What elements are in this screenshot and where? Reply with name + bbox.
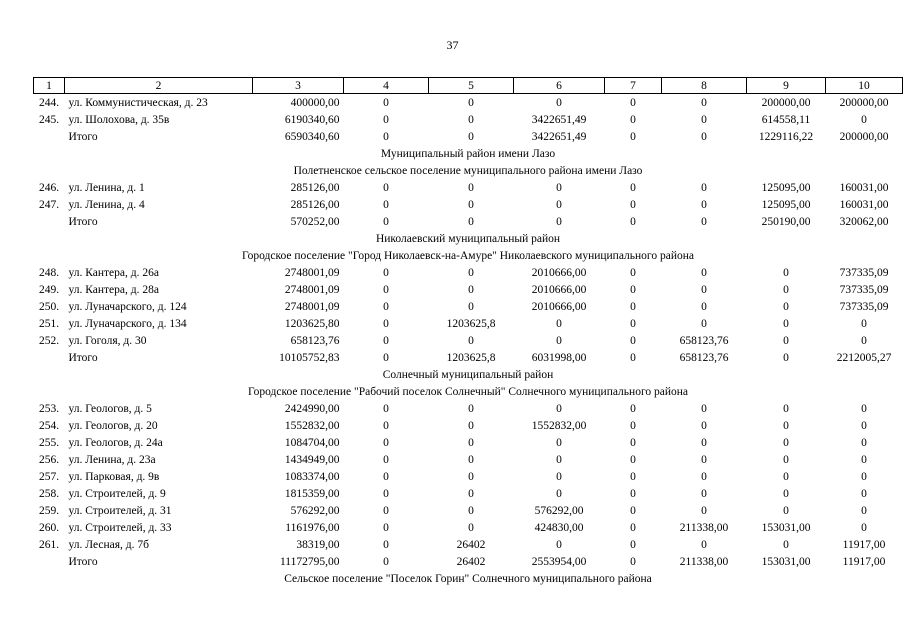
col-5: 26402 [456,555,486,568]
col-10: 160031,00 [839,181,889,194]
address: ул. Строителей, д. 33 [68,521,172,534]
section-heading: Николаевский муниципальный район [375,232,561,245]
table-row [34,468,903,485]
address: ул. Кантера, д. 28а [68,283,159,296]
total-cost: 1084704,00 [284,436,340,449]
col-7: 0 [630,555,636,568]
col-7: 0 [630,453,636,466]
col-10: 200000,00 [839,130,889,143]
col-7: 0 [630,113,636,126]
table-row [34,451,903,468]
column-header: 1 [34,78,65,94]
row-number: 254. [38,419,60,432]
col-9: 153031,00 [761,555,811,568]
table-row [34,485,903,502]
column-header: 5 [429,78,514,94]
col-7: 0 [630,470,636,483]
total-cost: 658123,76 [290,334,340,347]
address: ул. Гоголя, д. 30 [68,334,147,347]
col-7: 0 [630,419,636,432]
col-8: 0 [701,283,707,296]
total-cost: 400000,00 [290,96,340,109]
page-number: 37 [446,38,459,52]
col-4: 0 [383,504,389,517]
col-4: 0 [383,402,389,415]
col-8: 0 [701,198,707,211]
address: ул. Строителей, д. 9 [68,487,166,500]
col-9: 0 [783,487,789,500]
col-4: 0 [383,419,389,432]
row-number: 249. [38,283,60,296]
col-7: 0 [630,317,636,330]
row-number [34,553,65,570]
col-9: 0 [783,419,789,432]
col-10: 0 [861,402,867,415]
table-row [34,111,903,128]
col-6: 0 [556,317,562,330]
col-6: 3422651,49 [531,113,587,126]
col-8: 658123,76 [679,351,729,364]
total-cost: 11172795,00 [279,555,340,568]
col-7: 0 [630,215,636,228]
address: ул. Парковая, д. 9в [68,470,160,483]
table-row [34,434,903,451]
total-cost: 1552832,00 [284,419,340,432]
col-10: 0 [861,487,867,500]
col-6: 0 [556,436,562,449]
col-9: 0 [783,436,789,449]
table-row [34,417,903,434]
col-5: 26402 [456,538,486,551]
address: ул. Луначарского, д. 134 [68,317,187,330]
section-heading: Сельское поселение "Поселок Горин" Солнечного муниципального района [284,572,652,585]
col-7: 0 [630,181,636,194]
col-5: 0 [468,402,474,415]
col-9: 0 [783,334,789,347]
col-7: 0 [630,266,636,279]
col-9: 0 [783,300,789,313]
col-7: 0 [630,402,636,415]
col-10: 0 [861,317,867,330]
col-8: 0 [701,470,707,483]
table-row [34,179,903,196]
col-6: 0 [556,334,562,347]
col-9: 0 [783,266,789,279]
row-number: 250. [38,300,60,313]
total-cost: 2748001,09 [284,283,340,296]
column-header: 7 [605,78,662,94]
section-heading-row [34,230,903,247]
col-4: 0 [383,334,389,347]
col-5: 0 [468,487,474,500]
col-9: 153031,00 [761,521,811,534]
row-number [34,213,65,230]
col-7: 0 [630,300,636,313]
col-7: 0 [630,130,636,143]
col-6: 0 [556,198,562,211]
table-row [34,281,903,298]
table-row [34,264,903,281]
address: ул. Ленина, д. 4 [68,198,145,211]
total-cost: 1434949,00 [284,453,340,466]
row-number: 257. [38,470,60,483]
col-9: 125095,00 [761,198,811,211]
col-4: 0 [383,113,389,126]
col-10: 0 [861,453,867,466]
total-cost: 6190340,60 [284,113,340,126]
row-number: 252. [38,334,60,347]
total-cost: 1815359,00 [284,487,340,500]
table-row [34,94,903,112]
col-6: 0 [556,453,562,466]
col-8: 0 [701,419,707,432]
address: ул. Луначарского, д. 124 [68,300,187,313]
col-7: 0 [630,198,636,211]
row-number: 253. [38,402,60,415]
section-heading: Городское поселение "Рабочий поселок Солнечный" Солнечного муниципального района [247,385,689,398]
section-heading-row [34,162,903,179]
col-10: 0 [861,521,867,534]
total-cost: 1083374,00 [284,470,340,483]
section-heading: Солнечный муниципальный район [382,368,554,381]
col-6: 2010666,00 [531,283,587,296]
col-10: 320062,00 [839,215,889,228]
col-4: 0 [383,130,389,143]
table-row [34,332,903,349]
col-10: 2212005,27 [836,351,892,364]
column-header: 8 [662,78,747,94]
col-9: 0 [783,538,789,551]
row-number: 261. [38,538,60,551]
table-row [34,536,903,553]
col-4: 0 [383,317,389,330]
col-9: 0 [783,470,789,483]
col-7: 0 [630,334,636,347]
table-row [34,298,903,315]
col-4: 0 [383,283,389,296]
col-8: 0 [701,453,707,466]
total-cost: 38319,00 [296,538,340,551]
col-8: 0 [701,317,707,330]
col-10: 11917,00 [842,538,886,551]
row-number: 259. [38,504,60,517]
col-7: 0 [630,521,636,534]
col-6: 0 [556,96,562,109]
col-8: 0 [701,504,707,517]
col-5: 0 [468,181,474,194]
col-9: 0 [783,283,789,296]
col-7: 0 [630,436,636,449]
table-row [34,315,903,332]
col-10: 0 [861,504,867,517]
col-6: 0 [556,181,562,194]
col-8: 0 [701,436,707,449]
row-number: 247. [38,198,60,211]
col-10: 737335,09 [839,300,889,313]
col-7: 0 [630,283,636,296]
col-9: 1229116,22 [758,130,814,143]
row-number: 248. [38,266,60,279]
col-8: 0 [701,487,707,500]
col-6: 0 [556,538,562,551]
address: ул. Лесная, д. 7б [68,538,149,551]
total-cost: 2748001,09 [284,266,340,279]
section-heading: Муниципальный район имени Лазо [380,147,556,160]
col-4: 0 [383,436,389,449]
column-header: 4 [344,78,429,94]
section-heading-row [34,247,903,264]
column-header: 6 [514,78,605,94]
col-5: 0 [468,113,474,126]
total-cost: 6590340,60 [284,130,340,143]
address: ул. Ленина, д. 23а [68,453,156,466]
col-10: 0 [861,113,867,126]
address: ул. Геологов, д. 20 [68,419,158,432]
col-7: 0 [630,351,636,364]
total-cost: 2424990,00 [284,402,340,415]
col-7: 0 [630,504,636,517]
address: ул. Строителей, д. 31 [68,504,172,517]
col-9: 125095,00 [761,181,811,194]
total-cost: 10105752,83 [279,351,340,364]
col-10: 0 [861,334,867,347]
total-cost: 1203625,80 [284,317,340,330]
row-number: 246. [38,181,60,194]
section-heading-row [34,570,903,587]
col-5: 0 [468,419,474,432]
col-4: 0 [383,555,389,568]
address: ул. Ленина, д. 1 [68,181,145,194]
col-5: 1203625,8 [446,317,496,330]
section-heading: Полетненское сельское поселение муниципального района имени Лазо [293,164,643,177]
table-row [34,519,903,536]
col-4: 0 [383,215,389,228]
row-number: 256. [38,453,60,466]
col-9: 250190,00 [761,215,811,228]
col-7: 0 [630,538,636,551]
col-6: 2010666,00 [531,266,587,279]
col-4: 0 [383,300,389,313]
address: ул. Геологов, д. 5 [68,402,152,415]
row-number: 245. [38,113,60,126]
address: ул. Коммунистическая, д. 23 [68,96,208,109]
col-4: 0 [383,198,389,211]
col-4: 0 [383,470,389,483]
address: ул. Геологов, д. 24а [68,436,163,449]
column-header: 3 [253,78,344,94]
col-8: 658123,76 [679,334,729,347]
section-heading: Городское поселение "Город Николаевск-на-Амуре" Николаевского муниципального района [241,249,694,262]
col-6: 3422651,49 [531,130,587,143]
col-10: 737335,09 [839,283,889,296]
col-6: 2010666,00 [531,300,587,313]
col-6: 6031998,00 [531,351,587,364]
col-9: 0 [783,504,789,517]
col-5: 0 [468,504,474,517]
col-5: 0 [468,130,474,143]
col-7: 0 [630,96,636,109]
col-4: 0 [383,538,389,551]
col-9: 614558,11 [761,113,811,126]
total-cost: 570252,00 [290,215,340,228]
total-row [34,128,903,145]
col-10: 0 [861,419,867,432]
col-10: 0 [861,436,867,449]
column-header: 9 [747,78,826,94]
col-10: 737335,09 [839,266,889,279]
total-label: Итого [68,351,98,364]
col-6: 1552832,00 [531,419,587,432]
total-label: Итого [68,215,98,228]
table-row [34,400,903,417]
section-heading-row [34,383,903,400]
col-4: 0 [383,351,389,364]
col-8: 0 [701,96,707,109]
col-5: 1203625,8 [446,351,496,364]
col-5: 0 [468,300,474,313]
col-4: 0 [383,487,389,500]
col-6: 0 [556,487,562,500]
col-6: 2553954,00 [531,555,587,568]
total-row [34,213,903,230]
col-6: 424830,00 [534,521,584,534]
column-header: 10 [826,78,903,94]
col-9: 0 [783,402,789,415]
col-6: 0 [556,470,562,483]
column-header: 2 [65,78,253,94]
total-cost: 576292,00 [290,504,340,517]
col-6: 0 [556,402,562,415]
col-5: 0 [468,453,474,466]
col-5: 0 [468,215,474,228]
total-label: Итого [68,130,98,143]
row-number: 244. [38,96,60,109]
col-8: 0 [701,266,707,279]
col-8: 0 [701,113,707,126]
table-row [34,502,903,519]
col-4: 0 [383,266,389,279]
col-9: 200000,00 [761,96,811,109]
col-8: 0 [701,215,707,228]
total-cost: 285126,00 [290,198,340,211]
budget-table [33,77,903,587]
col-9: 0 [783,317,789,330]
table-row [34,196,903,213]
col-9: 0 [783,453,789,466]
col-6: 0 [556,215,562,228]
col-8: 0 [701,402,707,415]
table-header-row [34,78,903,94]
total-cost: 285126,00 [290,181,340,194]
col-10: 160031,00 [839,198,889,211]
col-10: 200000,00 [839,96,889,109]
col-5: 0 [468,266,474,279]
row-number [34,349,65,366]
col-4: 0 [383,96,389,109]
total-label: Итого [68,555,98,568]
col-4: 0 [383,521,389,534]
col-8: 0 [701,538,707,551]
col-8: 211338,00 [679,521,729,534]
address: ул. Кантера, д. 26а [68,266,159,279]
address: ул. Шолохова, д. 35в [68,113,170,126]
col-5: 0 [468,470,474,483]
row-number: 251. [38,317,60,330]
col-8: 211338,00 [679,555,729,568]
col-5: 0 [468,521,474,534]
col-5: 0 [468,198,474,211]
row-number: 255. [38,436,60,449]
col-4: 0 [383,181,389,194]
total-cost: 2748001,09 [284,300,340,313]
row-number: 258. [38,487,60,500]
col-6: 576292,00 [534,504,584,517]
col-10: 0 [861,470,867,483]
col-10: 11917,00 [842,555,886,568]
col-5: 0 [468,436,474,449]
section-heading-row [34,366,903,383]
total-row [34,349,903,366]
col-5: 0 [468,96,474,109]
row-number [34,128,65,145]
col-7: 0 [630,487,636,500]
col-5: 0 [468,283,474,296]
col-5: 0 [468,334,474,347]
col-4: 0 [383,453,389,466]
total-cost: 1161976,00 [285,521,340,534]
col-8: 0 [701,130,707,143]
col-9: 0 [783,351,789,364]
total-row [34,553,903,570]
row-number: 260. [38,521,60,534]
section-heading-row [34,145,903,162]
col-8: 0 [701,181,707,194]
col-8: 0 [701,300,707,313]
